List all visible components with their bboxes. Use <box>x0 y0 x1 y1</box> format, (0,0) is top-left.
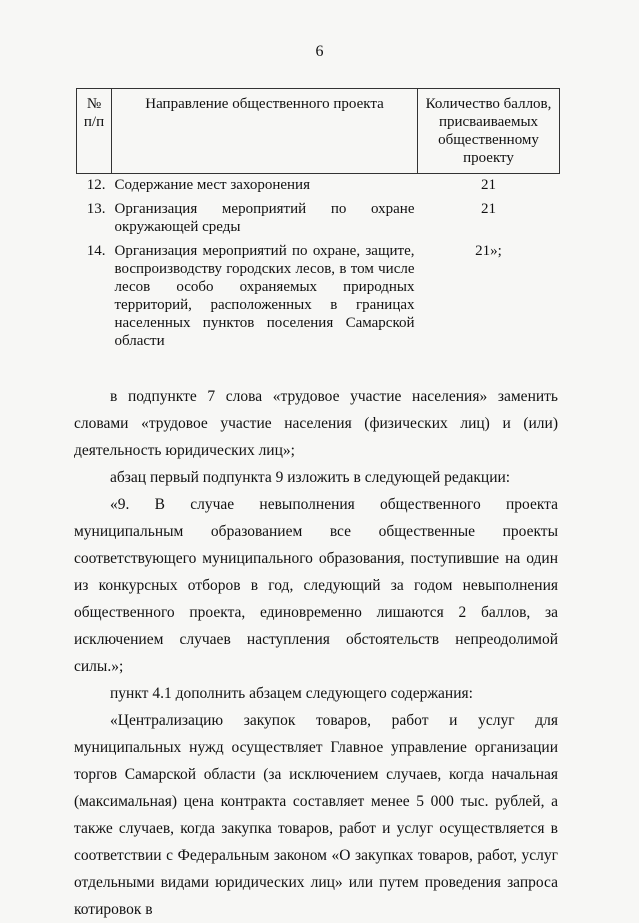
paragraph: абзац первый подпункта 9 изложить в следующей редакции: <box>110 469 511 486</box>
paragraph: «Централизацию закупок товаров, работ и услуг для муниципальных нужд осуществляет Главное управление организации торгов Самарской области (за исключением случаев, когда начальная (максимальная) цена контракта составляет менее 5 000 тыс. рублей, а также случаев, когда закупка товаров, работ и услуг осуществляется в соответствии с Федеральным законом «О закупках товаров, работ, услуг отдельными видами юридических лиц» или путем проведения запроса котировок в <box>74 712 558 918</box>
row-direction: Организация мероприятий по охране окружающей среды <box>114 201 415 235</box>
row-number: 12. <box>86 177 106 193</box>
scoring-table <box>76 88 560 354</box>
paragraph: пункт 4.1 дополнить абзацем следующего содержания: <box>110 685 473 702</box>
header-number: № п/п <box>77 89 112 174</box>
row-points: 21 <box>481 201 496 217</box>
table-row <box>77 174 560 199</box>
header-direction: Направление общественного проекта <box>112 89 418 174</box>
table-row <box>77 198 560 240</box>
row-direction: Содержание мест захоронения <box>114 177 310 193</box>
table-header-row <box>77 89 560 174</box>
row-points: 21 <box>481 177 496 193</box>
paragraph: в подпункте 7 слова «трудовое участие населения» заменить словами «трудовое участие населения (физических лиц) и (или) деятельность юридических лиц»; <box>74 388 558 459</box>
row-number: 13. <box>86 201 106 217</box>
paragraph: «9. В случае невыполнения общественного проекта муниципальным образованием все общественные проекты соответствующего муниципального образования, поступившие на один из конкурсных отборов в год, следующий за годом невыполнения общественного проекта, единовременно лишаются 2 баллов, за исключением случаев наступления обстоятельств непреодолимой силы.»; <box>74 496 558 675</box>
row-direction: Организация мероприятий по охране, защите, воспроизводству городских лесов, в том числе лесов особо охраняемых природных территорий, расположенных в границах населенных пунктов поселения Самарской области <box>114 243 415 349</box>
document-body <box>74 383 558 923</box>
table-row <box>77 240 560 354</box>
row-number: 14. <box>86 243 106 259</box>
header-points: Количество баллов, присваиваемых общественному проекту <box>418 89 560 174</box>
row-points: 21»; <box>475 243 502 259</box>
page-number: 6 <box>315 43 324 60</box>
